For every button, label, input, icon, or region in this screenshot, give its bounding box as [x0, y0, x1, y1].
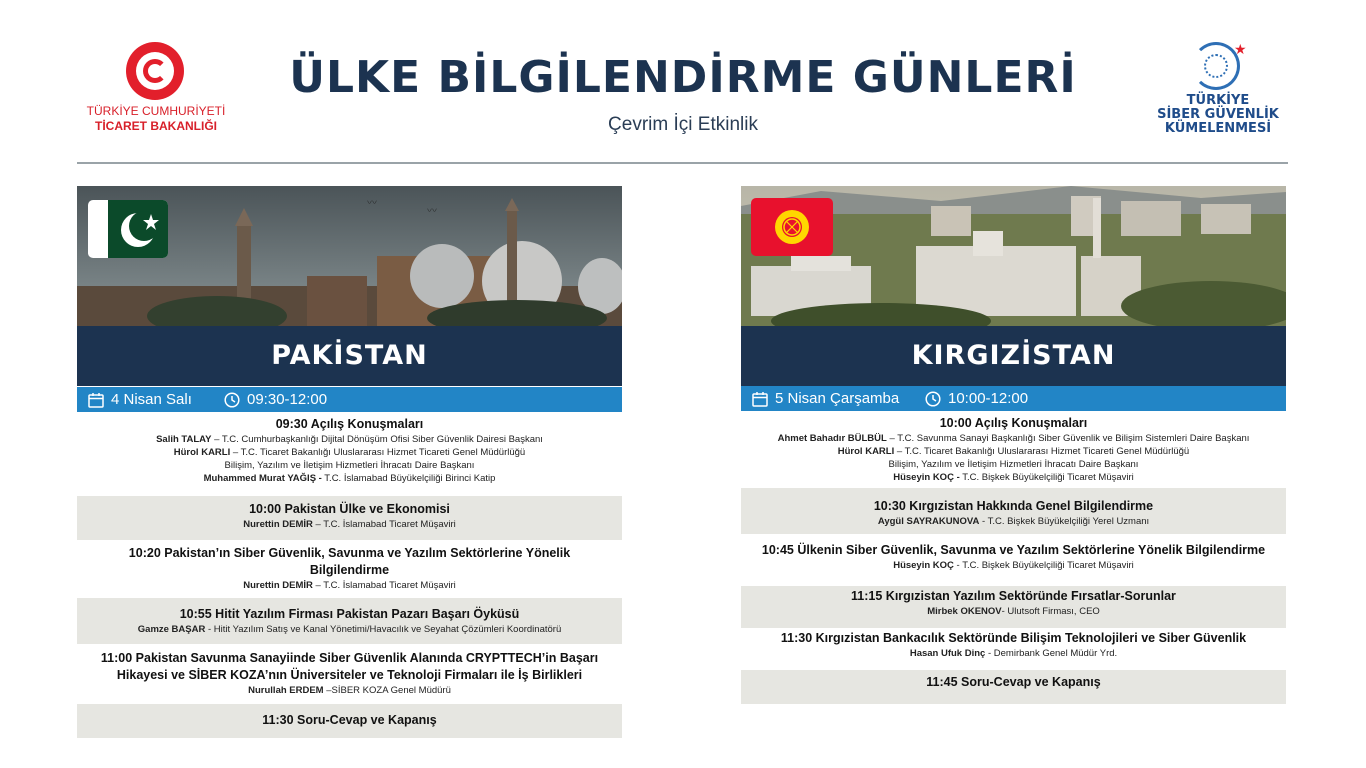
svg-text:〰: 〰 [367, 198, 377, 209]
speaker-name: Nurullah ERDEM [248, 685, 324, 696]
agenda-session [77, 704, 622, 738]
session-title: 11:30 Kırgızistan Bankacılık Sektöründe Bilişim Teknolojileri ve Siber Güvenlik [780, 631, 1247, 645]
speaker-role: – T.C. Cumhurbaşkanlığı Dijital Dönüşüm Ofisi Siber Güvenlik Dairesi Başkanı [211, 434, 543, 445]
session-title: 10:00 Açılış Konuşmaları [939, 416, 1088, 430]
session-title: 09:30 Açılış Konuşmaları [275, 417, 424, 431]
kyrgyzstan-date-bar [741, 386, 1286, 411]
pakistan-date: 4 Nisan Salı [111, 391, 192, 408]
header-divider [77, 162, 1288, 164]
speaker-line [77, 472, 622, 485]
agenda-session [77, 644, 622, 704]
speaker-name: Hürol KARLI [837, 446, 895, 457]
logo-left-line2: TİCARET BAKANLIĞI [95, 119, 217, 133]
logo-right-line1: TÜRKİYE [1186, 93, 1250, 108]
speaker-name: Salih TALAY [156, 434, 212, 445]
agenda-session [77, 496, 622, 540]
agenda-session [77, 598, 622, 644]
speaker-line [741, 515, 1286, 528]
logo-right-line3: KÜMELENMESİ [1164, 121, 1272, 136]
speaker-line [77, 446, 622, 459]
clock-icon [224, 391, 240, 407]
speaker-role: Bilişim, Yazılım ve İletişim Hizmetleri İhracatı Daire Başkanı [888, 459, 1139, 470]
speaker-role: T.C. Bişkek Büyükelçiliği Ticaret Müşaviri [959, 472, 1134, 483]
agenda-session [741, 412, 1286, 488]
agenda-session [741, 488, 1286, 534]
kyrgyzstan-flag-icon [751, 198, 833, 256]
speaker-line [77, 684, 622, 697]
speaker-name: Muhammed Murat YAĞIŞ - [203, 473, 322, 484]
speaker-name: Hasan Ufuk Dinç [909, 648, 986, 659]
speaker-name: Nurettin DEMİR [243, 519, 313, 530]
session-title: 10:20 Pakistan’ın Siber Güvenlik, Savunma ve Yazılım Sektörlerine Yönelik Bilgilendirme [128, 546, 571, 577]
pakistan-date-bar [77, 387, 622, 412]
kyrgyzstan-time: 10:00-12:00 [948, 390, 1029, 407]
session-title: 11:00 Pakistan Savunma Sanayiinde Siber Güvenlik Alanında CRYPTTECH’in Başarı Hikayesi ve SİBER KOZA’nın Üniversiteler ve Teknoloji Firmaları ile İş Birlikleri [100, 651, 599, 682]
speaker-role: - T.C. Bişkek Büyükelçiliği Yerel Uzmanı [979, 516, 1150, 527]
speaker-line [741, 471, 1286, 484]
session-title: 11:45 Soru-Cevap ve Kapanış [926, 675, 1101, 689]
clock-icon [925, 390, 941, 406]
speaker-name: Gamze BAŞAR [137, 624, 206, 635]
session-title: 10:45 Ülkenin Siber Güvenlik, Savunma ve Yazılım Sektörlerine Yönelik Bilgilendirme [761, 543, 1266, 557]
agenda-session [77, 412, 622, 496]
speaker-line [77, 459, 622, 472]
speaker-name: Hüseyin KOÇ - [893, 472, 960, 483]
agenda-session [77, 540, 622, 598]
speaker-role: –SİBER KOZA Genel Müdürü [323, 685, 451, 696]
agenda-session [741, 628, 1286, 670]
page-title: ÜLKE BİLGİLENDİRME GÜNLERİ [289, 52, 1077, 103]
kyrgyzstan-country-banner: KIRGIZİSTAN [741, 326, 1286, 386]
pakistan-panel [77, 186, 622, 738]
speaker-role: - Demirbank Genel Müdür Yrd. [985, 648, 1118, 659]
speaker-name: Nurettin DEMİR [243, 580, 313, 591]
speaker-line [77, 579, 622, 592]
speaker-role: – T.C. İslamabad Ticaret Müşaviri [312, 580, 456, 591]
session-title: 11:15 Kırgızistan Yazılım Sektöründe Fırsatlar-Sorunlar [851, 589, 1176, 603]
pakistan-time: 09:30-12:00 [247, 391, 328, 408]
session-title: 10:55 Hitit Yazılım Firması Pakistan Pazarı Başarı Öyküsü [179, 607, 520, 621]
speaker-line [77, 623, 622, 636]
agenda-session [741, 586, 1286, 628]
speaker-role: - T.C. Bişkek Büyükelçiliği Ticaret Müşaviri [953, 560, 1134, 571]
session-title: 10:30 Kırgızistan Hakkında Genel Bilgilendirme [873, 499, 1154, 513]
star-icon: ★ [1234, 41, 1247, 57]
speaker-role: Bilişim, Yazılım ve İletişim Hizmetleri İhracatı Daire Başkanı [224, 460, 475, 471]
speaker-name: Aygül SAYRAKUNOVA [877, 516, 980, 527]
siber-guvenlik-kumelenmesi-logo [1150, 40, 1286, 140]
speaker-role: - Ulutsoft Firması, CEO [1001, 606, 1100, 617]
calendar-icon [752, 390, 768, 406]
agenda-session [741, 670, 1286, 704]
speaker-name: Ahmet Bahadır BÜLBÜL [777, 433, 887, 444]
speaker-role: – T.C. Savunma Sanayi Başkanlığı Siber Güvenlik ve Bilişim Sistemleri Daire Başkanı [886, 433, 1250, 444]
speaker-name: Hürol KARLI [173, 447, 231, 458]
speaker-role: T.C. İslamabad Büyükelçiliği Birinci Katip [321, 473, 496, 484]
speaker-line [741, 432, 1286, 445]
kyrgyzstan-panel [741, 186, 1286, 706]
pakistan-flag-icon [88, 200, 168, 258]
svg-text:〰: 〰 [427, 206, 437, 217]
speaker-line [77, 433, 622, 446]
page-subtitle: Çevrim İçi Etkinlik [608, 114, 758, 135]
calendar-icon [88, 391, 104, 407]
speaker-name: Mirbek OKENOV [927, 606, 1002, 617]
speaker-name: Hüseyin KOÇ [893, 560, 954, 571]
kyrgyzstan-date: 5 Nisan Çarşamba [775, 390, 900, 407]
speaker-role: – T.C. Ticaret Bakanlığı Uluslararası Hizmet Ticareti Genel Müdürlüğü [230, 447, 526, 458]
logo-left-line1: TÜRKİYE CUMHURİYETİ [86, 104, 226, 118]
session-title: 10:00 Pakistan Ülke ve Ekonomisi [249, 502, 450, 516]
logo-right-line2: SİBER GÜVENLİK [1157, 107, 1279, 122]
speaker-line [741, 445, 1286, 458]
speaker-line [741, 605, 1286, 618]
speaker-line [741, 458, 1286, 471]
speaker-line [741, 647, 1286, 660]
session-title: 11:30 Soru-Cevap ve Kapanış [262, 713, 437, 727]
agenda-session [741, 534, 1286, 586]
speaker-line [77, 518, 622, 531]
speaker-line [741, 559, 1286, 572]
speaker-role: – T.C. Ticaret Bakanlığı Uluslararası Hizmet Ticareti Genel Müdürlüğü [894, 446, 1190, 457]
pakistan-country-banner: PAKİSTAN [77, 326, 622, 386]
speaker-role: - Hitit Yazılım Satış ve Kanal Yönetimi/Havacılık ve Seyahat Çözümleri Koordinatörü [205, 624, 562, 635]
speaker-role: – T.C. İslamabad Ticaret Müşaviri [312, 519, 456, 530]
